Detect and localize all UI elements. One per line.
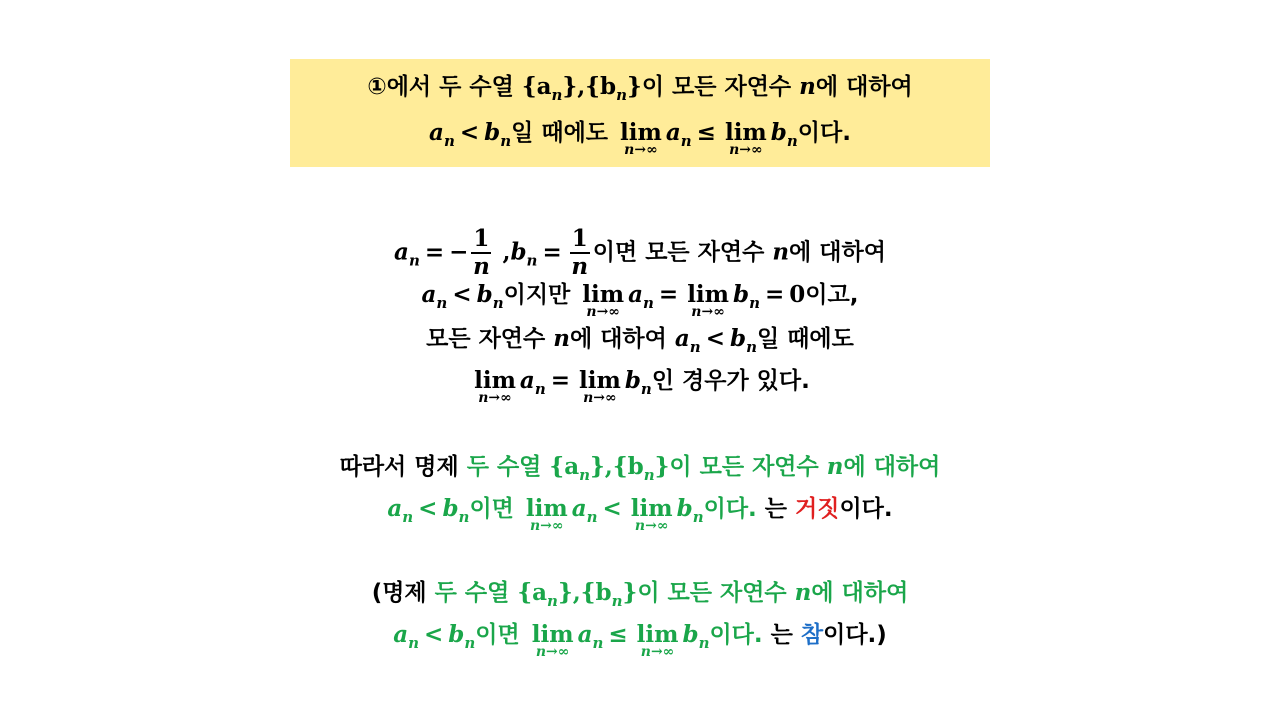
- math-var: a: [421, 281, 437, 308]
- lim: [687, 280, 729, 320]
- math: ,: [494, 238, 511, 266]
- math-var: b: [770, 119, 787, 146]
- false-word: 거짓: [795, 496, 840, 522]
- math-var: n: [826, 453, 844, 480]
- math-sub: n: [408, 251, 420, 270]
- text: 에 대하여: [811, 580, 909, 606]
- lim: [636, 620, 679, 660]
- math-op: =: [424, 238, 445, 266]
- math-sub: n: [680, 132, 692, 150]
- math-op: <: [418, 495, 438, 522]
- math-var: b: [484, 119, 501, 146]
- math-var: b: [448, 621, 465, 648]
- math-var: a: [571, 495, 587, 522]
- lim-word: lim: [582, 281, 625, 308]
- math-var: n: [799, 73, 816, 100]
- math-sub: n: [586, 508, 598, 526]
- math-var: a: [665, 119, 681, 146]
- math-op: −: [449, 238, 469, 266]
- math-op: =: [765, 281, 785, 308]
- math-sub: n: [643, 294, 654, 312]
- green-statement: [393, 621, 763, 660]
- math-var: a: [393, 621, 409, 648]
- note-line-2: [0, 620, 1280, 658]
- text: 두 수열: [466, 454, 550, 480]
- example-line-2: [0, 280, 1280, 318]
- green-statement: [466, 453, 941, 484]
- math-var: b: [676, 495, 693, 522]
- math: }: [627, 73, 642, 100]
- conclusion-line-2: [0, 494, 1280, 532]
- box-line-2: [0, 118, 1280, 156]
- lim-under: n→∞: [586, 304, 620, 320]
- text: (명제: [371, 580, 435, 606]
- math: },: [562, 73, 586, 100]
- math-sub: n: [551, 86, 563, 104]
- math-var: a: [628, 281, 643, 308]
- fraction: [570, 226, 590, 280]
- math-var: n: [794, 579, 812, 606]
- text: 일 때에도: [756, 326, 854, 352]
- math-op: ≤: [608, 621, 628, 648]
- text: 이다.: [839, 496, 893, 522]
- math-var: b: [510, 238, 527, 266]
- text: 이 모든 자연수: [641, 74, 800, 100]
- math: }: [654, 453, 670, 480]
- text: 에 대하여: [569, 326, 675, 352]
- math: }: [622, 579, 638, 606]
- lim-under: n→∞: [640, 644, 675, 660]
- math: {b: [585, 73, 617, 100]
- conclusion-line-1: [0, 452, 1280, 490]
- text: 이면: [475, 622, 520, 648]
- lim-word: lim: [525, 495, 568, 522]
- math-var: n: [772, 238, 790, 266]
- green-statement: [387, 495, 757, 534]
- numerator: 1: [571, 225, 588, 252]
- lim: [630, 494, 673, 534]
- math-sub: n: [492, 294, 504, 312]
- box-line-1: [0, 72, 1280, 110]
- math-op: ≤: [696, 119, 716, 146]
- math-var: b: [682, 621, 699, 648]
- lim: [579, 366, 621, 406]
- text: 따라서 명제: [339, 454, 467, 480]
- math: },: [557, 579, 581, 606]
- lim-word: lim: [630, 495, 673, 522]
- lim-word: lim: [531, 621, 574, 648]
- text: 이다.): [823, 622, 887, 648]
- lim-word: lim: [636, 621, 679, 648]
- lim-word: lim: [687, 281, 729, 308]
- text: 이다.: [709, 622, 763, 648]
- lim: [582, 280, 625, 320]
- math-sub: n: [408, 634, 420, 652]
- numerator: 1: [473, 225, 490, 252]
- lim-word: lim: [620, 119, 662, 146]
- math-var: a: [519, 367, 535, 394]
- example-line-3: [0, 324, 1280, 362]
- math-sub: n: [500, 132, 512, 150]
- math-op: <: [459, 119, 480, 146]
- lim: [724, 118, 767, 158]
- text: 이고,: [805, 282, 859, 308]
- lim-under: n→∞: [634, 518, 669, 534]
- math-sub: n: [579, 466, 591, 484]
- green-statement: [434, 579, 909, 610]
- math: {b: [580, 579, 612, 606]
- lim-word: lim: [579, 367, 621, 394]
- math-sub: n: [746, 338, 757, 356]
- lim-under: n→∞: [729, 142, 763, 158]
- denominator: n: [571, 253, 589, 280]
- math-sub: n: [464, 634, 476, 652]
- text: 인 경우가 있다.: [651, 368, 810, 394]
- math-op: <: [424, 621, 444, 648]
- lim-under: n→∞: [530, 518, 564, 534]
- lim-under: n→∞: [478, 390, 512, 406]
- lim-word: lim: [724, 119, 767, 146]
- math-sub: n: [692, 508, 704, 526]
- math-op: <: [602, 495, 622, 522]
- math-sub: n: [611, 592, 623, 610]
- math: 0: [789, 281, 806, 308]
- text: 에 대하여: [843, 454, 941, 480]
- math-sub: n: [402, 508, 414, 526]
- text: 모든 자연수: [426, 326, 554, 352]
- lim-under: n→∞: [583, 390, 617, 406]
- math-var: n: [553, 325, 570, 352]
- math-op: =: [542, 238, 562, 266]
- note-line-1: [0, 578, 1280, 616]
- math-sub: n: [436, 294, 448, 312]
- example-line-1: [0, 226, 1280, 280]
- text: 에 대하여: [789, 239, 886, 266]
- math: {a: [549, 453, 580, 480]
- math-var: b: [476, 281, 493, 308]
- text: 이면: [469, 496, 514, 522]
- math-sub: n: [640, 380, 652, 398]
- text: 이 모든 자연수: [637, 580, 795, 606]
- text: 는: [762, 622, 801, 648]
- math-sub: n: [749, 294, 760, 312]
- text: ①에서 두 수열: [367, 74, 522, 100]
- math: },: [590, 453, 613, 480]
- math-var: a: [394, 238, 409, 266]
- math: {b: [612, 453, 644, 480]
- text: 일 때에도: [511, 120, 609, 146]
- lim: [620, 118, 662, 158]
- text: 이면 모든 자연수: [592, 239, 773, 266]
- math-sub: n: [534, 380, 546, 398]
- text: 두 수열: [434, 580, 518, 606]
- math-sub: n: [592, 634, 604, 652]
- fraction: [471, 226, 491, 280]
- math-var: a: [674, 325, 690, 352]
- text: 는: [756, 496, 796, 522]
- lim-under: n→∞: [624, 142, 658, 158]
- math-var: b: [442, 495, 459, 522]
- text: 이 모든 자연수: [669, 454, 827, 480]
- denominator: n: [473, 253, 490, 280]
- math-op: =: [550, 367, 571, 394]
- lim: [525, 494, 568, 534]
- math-sub: n: [547, 592, 558, 610]
- math-var: a: [387, 495, 403, 522]
- math-sub: n: [643, 466, 655, 484]
- math-sub: n: [689, 338, 701, 356]
- math-sub: n: [458, 508, 470, 526]
- lim: [474, 366, 516, 406]
- math-var: b: [729, 325, 747, 352]
- lim-under: n→∞: [691, 304, 725, 320]
- math-sub: n: [616, 86, 628, 104]
- text: 이다.: [797, 120, 851, 146]
- math: {a: [517, 579, 548, 606]
- math-var: a: [577, 621, 593, 648]
- math-op: =: [658, 281, 679, 308]
- lim: [531, 620, 574, 660]
- true-word: 참: [800, 622, 824, 648]
- math-op: <: [452, 281, 472, 308]
- text: 이다.: [703, 496, 757, 522]
- math-op: <: [705, 325, 725, 352]
- math-var: b: [733, 281, 750, 308]
- lim-word: lim: [474, 367, 516, 394]
- math-sub: n: [786, 132, 798, 150]
- math-var: b: [624, 367, 641, 394]
- math-sub: n: [526, 251, 538, 270]
- math-var: a: [429, 119, 444, 146]
- math-sub: n: [443, 132, 455, 150]
- example-line-4: [0, 366, 1280, 404]
- math: {a: [521, 73, 552, 100]
- math-sub: n: [698, 634, 710, 652]
- text: 이지만: [503, 282, 571, 308]
- text: 에 대하여: [815, 74, 913, 100]
- lim-under: n→∞: [535, 644, 570, 660]
